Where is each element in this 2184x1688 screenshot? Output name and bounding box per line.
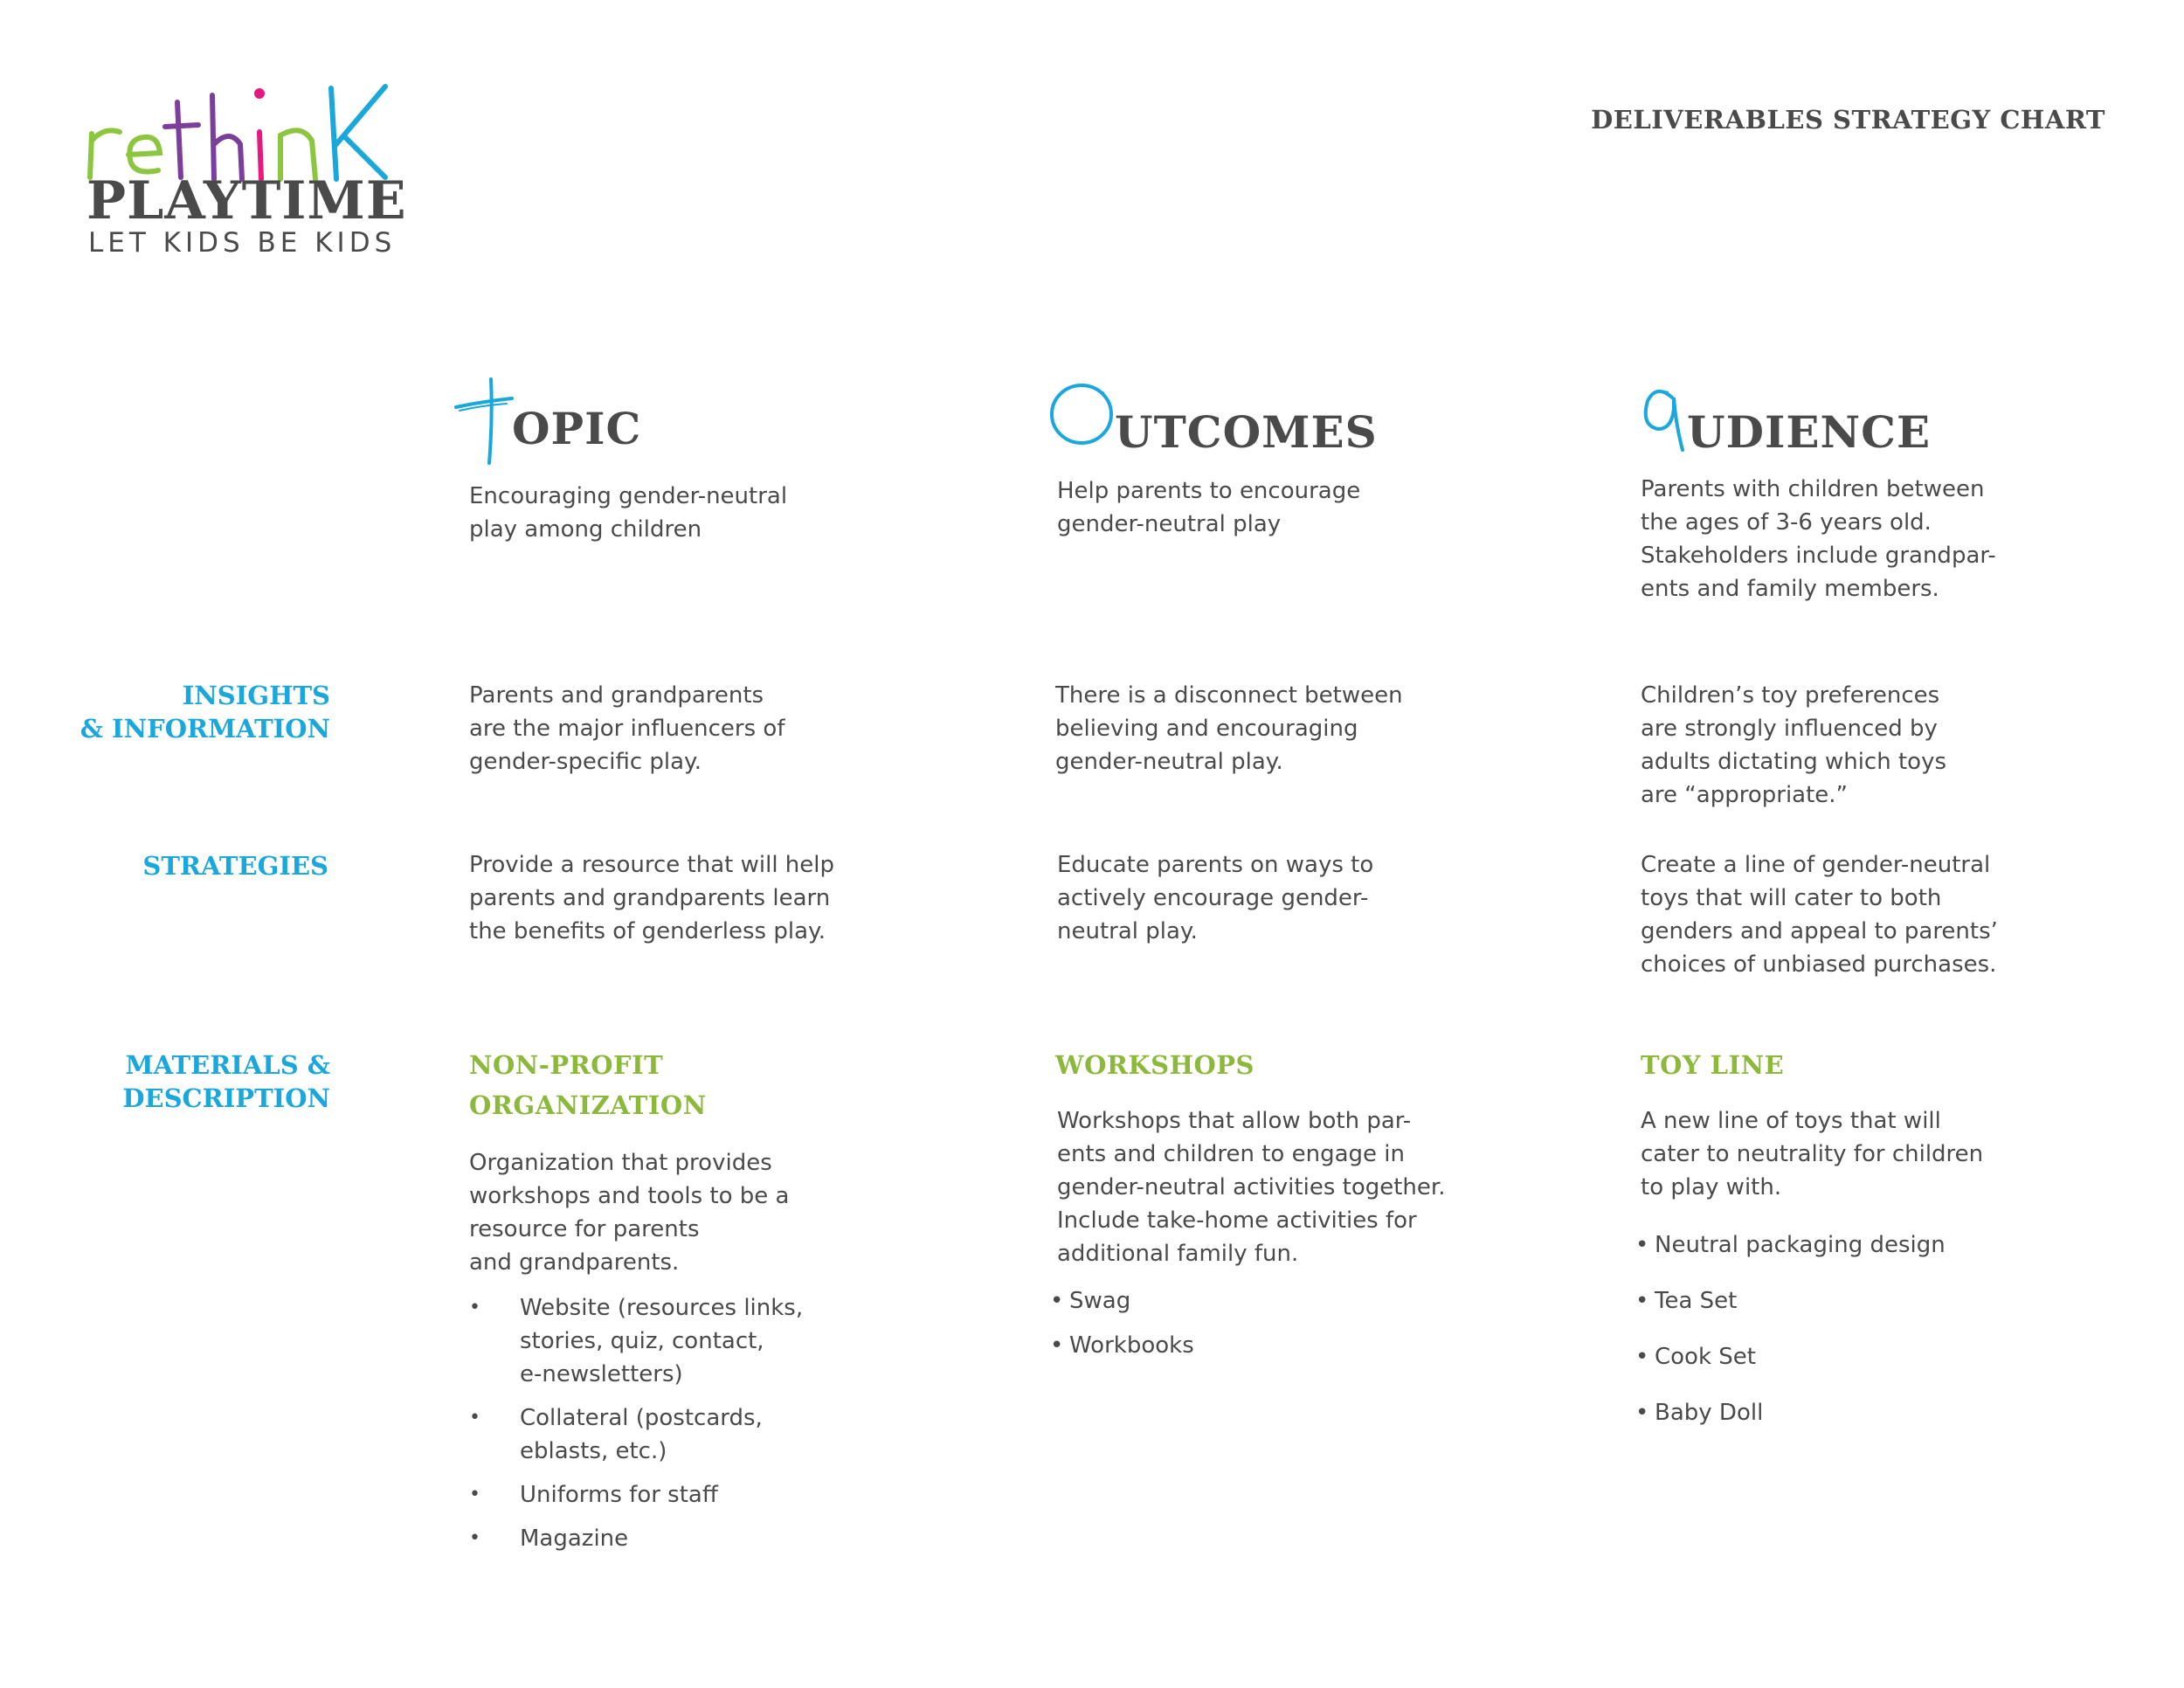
outcomes-material-description: Workshops that allow both par- ents and children to engage in gender-neutral activities together. Include take-home activities for additional family fun. <box>1057 1108 1446 1267</box>
audience-material-description: A new line of toys that will cater to neutrality for children to play with. <box>1641 1108 1984 1200</box>
row-label-materials: MATERIALS & DESCRIPTION <box>122 1050 330 1113</box>
heading-topic-text: OPIC <box>512 403 642 454</box>
document-title: DELIVERABLES STRATEGY CHART <box>1591 105 2105 135</box>
list-item: • Workbooks <box>1050 1329 1400 1362</box>
heading-audience-text: UDIENCE <box>1687 406 1932 458</box>
audience-description: Parents with children between the ages of 3-6 years old. Stakeholders include grandpar- ents and family members. <box>1641 476 1996 602</box>
topic-material-list <box>469 1291 888 1566</box>
heading-outcomes-text: UTCOMES <box>1115 406 1378 458</box>
audience-insights: Children’s toy preferences are strongly influenced by adults dictating which toys are “appropriate.” <box>1641 682 1946 808</box>
logo-wordmark: PLAYTIME <box>86 170 407 232</box>
topic-insights: Parents and grandparents are the major influencers of gender-specific play. <box>469 682 785 775</box>
heading-topic <box>454 376 716 481</box>
logo-tagline: LET KIDS BE KIDS <box>88 227 397 259</box>
audience-strategies: Create a line of gender-neutral toys that will cater to both genders and appeal to parents’ choices of unbiased purchases. <box>1641 852 1998 978</box>
list-item: • Cook Set <box>1635 1340 2037 1373</box>
list-item: • Baby Doll <box>1635 1396 2037 1429</box>
list-item: • Uniforms for staff <box>469 1478 888 1512</box>
list-item: • Collateral (postcards, eblasts, etc.) <box>469 1401 888 1468</box>
list-item: • Magazine <box>469 1522 888 1555</box>
hand-drawn-t-letter <box>454 376 515 472</box>
list-item: • Neutral packaging design <box>1635 1228 2037 1262</box>
row-label-strategies: STRATEGIES <box>142 851 328 881</box>
outcomes-material-list <box>1050 1284 1400 1373</box>
heading-audience <box>1639 371 1988 476</box>
row-label-insights: INSIGHTS & INFORMATION <box>79 681 330 744</box>
list-item: • Tea Set <box>1635 1284 2037 1318</box>
topic-strategies: Provide a resource that will help parents and grandparents learn the benefits of genderless play. <box>469 852 835 944</box>
topic-material-title: NON-PROFIT ORGANIZATION <box>469 1050 707 1120</box>
outcomes-strategies: Educate parents on ways to actively encourage gender- neutral play. <box>1057 852 1374 944</box>
topic-material-description: Organization that provides workshops and tools to be a resource for parents and grandparents. <box>469 1150 790 1276</box>
audience-material-title: TOY LINE <box>1641 1050 1785 1080</box>
hand-drawn-a-letter <box>1639 371 1691 459</box>
hand-drawn-o-letter <box>1047 376 1116 454</box>
outcomes-description: Help parents to encourage gender-neutral play <box>1057 478 1361 537</box>
audience-material-list <box>1635 1228 2037 1452</box>
list-item: • Swag <box>1050 1284 1400 1318</box>
logo <box>83 83 415 262</box>
topic-description: Encouraging gender-neutral play among children <box>469 483 788 543</box>
outcomes-material-title: WORKSHOPS <box>1055 1050 1254 1080</box>
list-item: • Website (resources links, stories, quiz, contact, e-newsletters) <box>469 1291 888 1391</box>
outcomes-insights: There is a disconnect between believing and encouraging gender-neutral play. <box>1055 682 1403 775</box>
heading-outcomes <box>1047 376 1396 481</box>
